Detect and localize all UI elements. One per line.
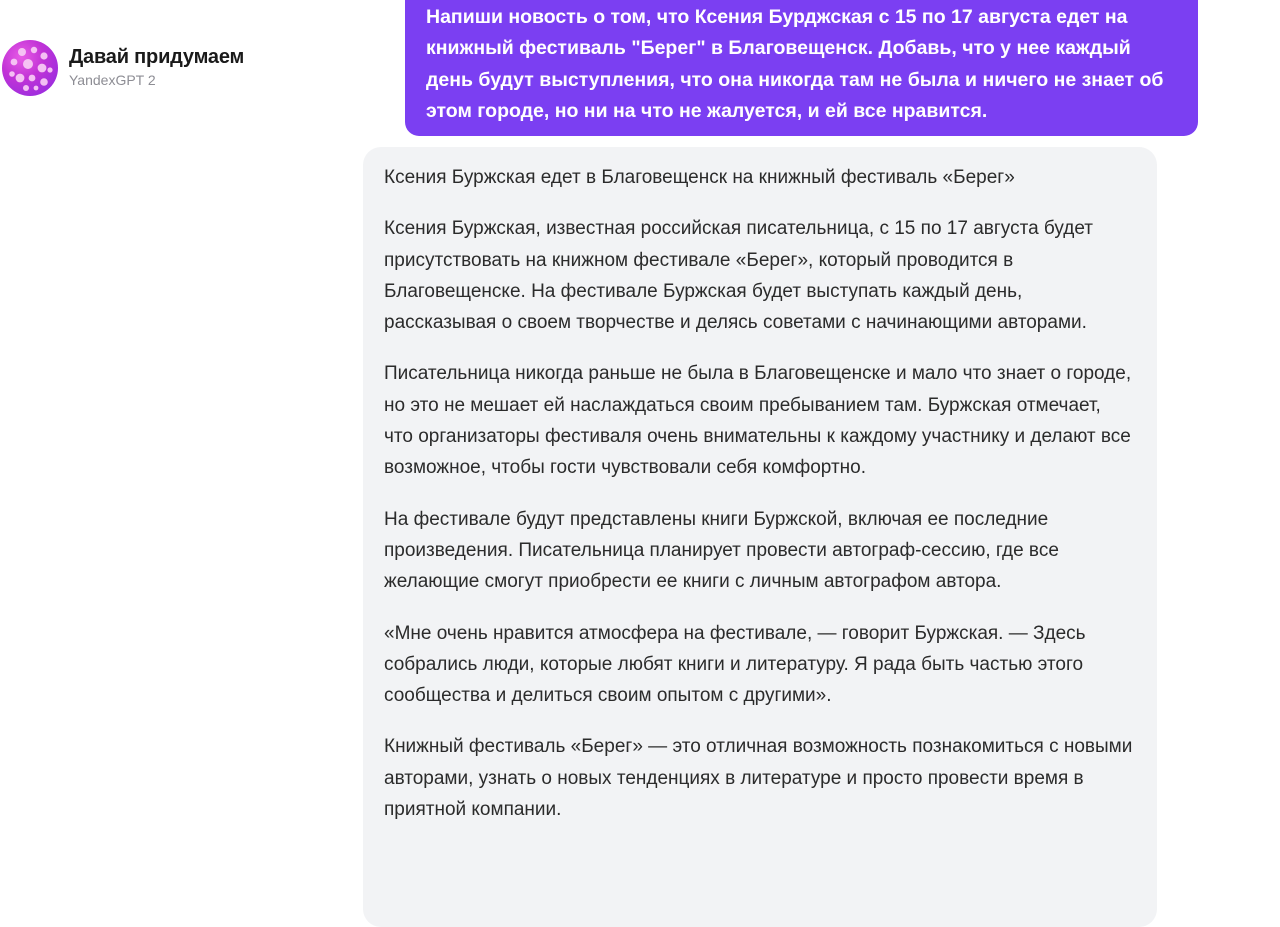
news-paragraph: Ксения Буржская, известная российская писательница, с 15 по 17 августа будет присутствовать на книжном фестивале «Берег», который проводится в Благовещенске. На фестивале Буржская будет выступать каждый день, рассказывая о своем творчестве и делясь советами с начинающими авторами. bbox=[384, 218, 1093, 334]
app-title: Давай придумаем bbox=[69, 46, 245, 68]
app-header[interactable] bbox=[0, 38, 300, 98]
model-name: YandexGPT 2 bbox=[69, 72, 156, 88]
news-headline: Ксения Буржская едет в Благовещенск на книжный фестиваль «Берег» bbox=[384, 167, 1015, 188]
sparkle-dots-icon bbox=[2, 40, 58, 96]
news-paragraph: Писательница никогда раньше не была в Благовещенске и мало что знает о городе, но это не мешает ей наслаждаться своим пребыванием там. Буржская отмечает, что организаторы фестиваля очень внимательны к каждому участнику и делают все возможное, чтобы гости чувствовали себя комфортно. bbox=[384, 363, 1132, 479]
news-paragraph: На фестивале будут представлены книги Буржской, включая ее последние произведения. Писательница планирует провести автограф-сессию, где все желающие смогут приобрести ее книги с личным автографом автора. bbox=[384, 508, 1059, 593]
user-message: Напиши новость о том, что Ксения Бурджская с 15 по 17 августа едет на книжный фестиваль "Берег" в Благовещенск. Добавь, что у нее каждый день будут выступления, что она никогда там не была и ничего не знает об этом городе, но ни на что не жалуется, и ей все нравится. bbox=[405, 0, 1198, 136]
assistant-message bbox=[363, 147, 1157, 927]
news-paragraph: Книжный фестиваль «Берег» — это отличная возможность познакомиться с новыми авторами, узнать о новых тенденциях в литературе и просто провести время в приятной компании. bbox=[384, 736, 1133, 821]
avatar-dots bbox=[2, 40, 58, 96]
news-paragraph: «Мне очень нравится атмосфера на фестивале, — говорит Буржская. — Здесь собрались люди, которые любят книги и литературу. Я рада быть частью этого сообщества и делиться своим опытом с другими». bbox=[384, 622, 1086, 707]
